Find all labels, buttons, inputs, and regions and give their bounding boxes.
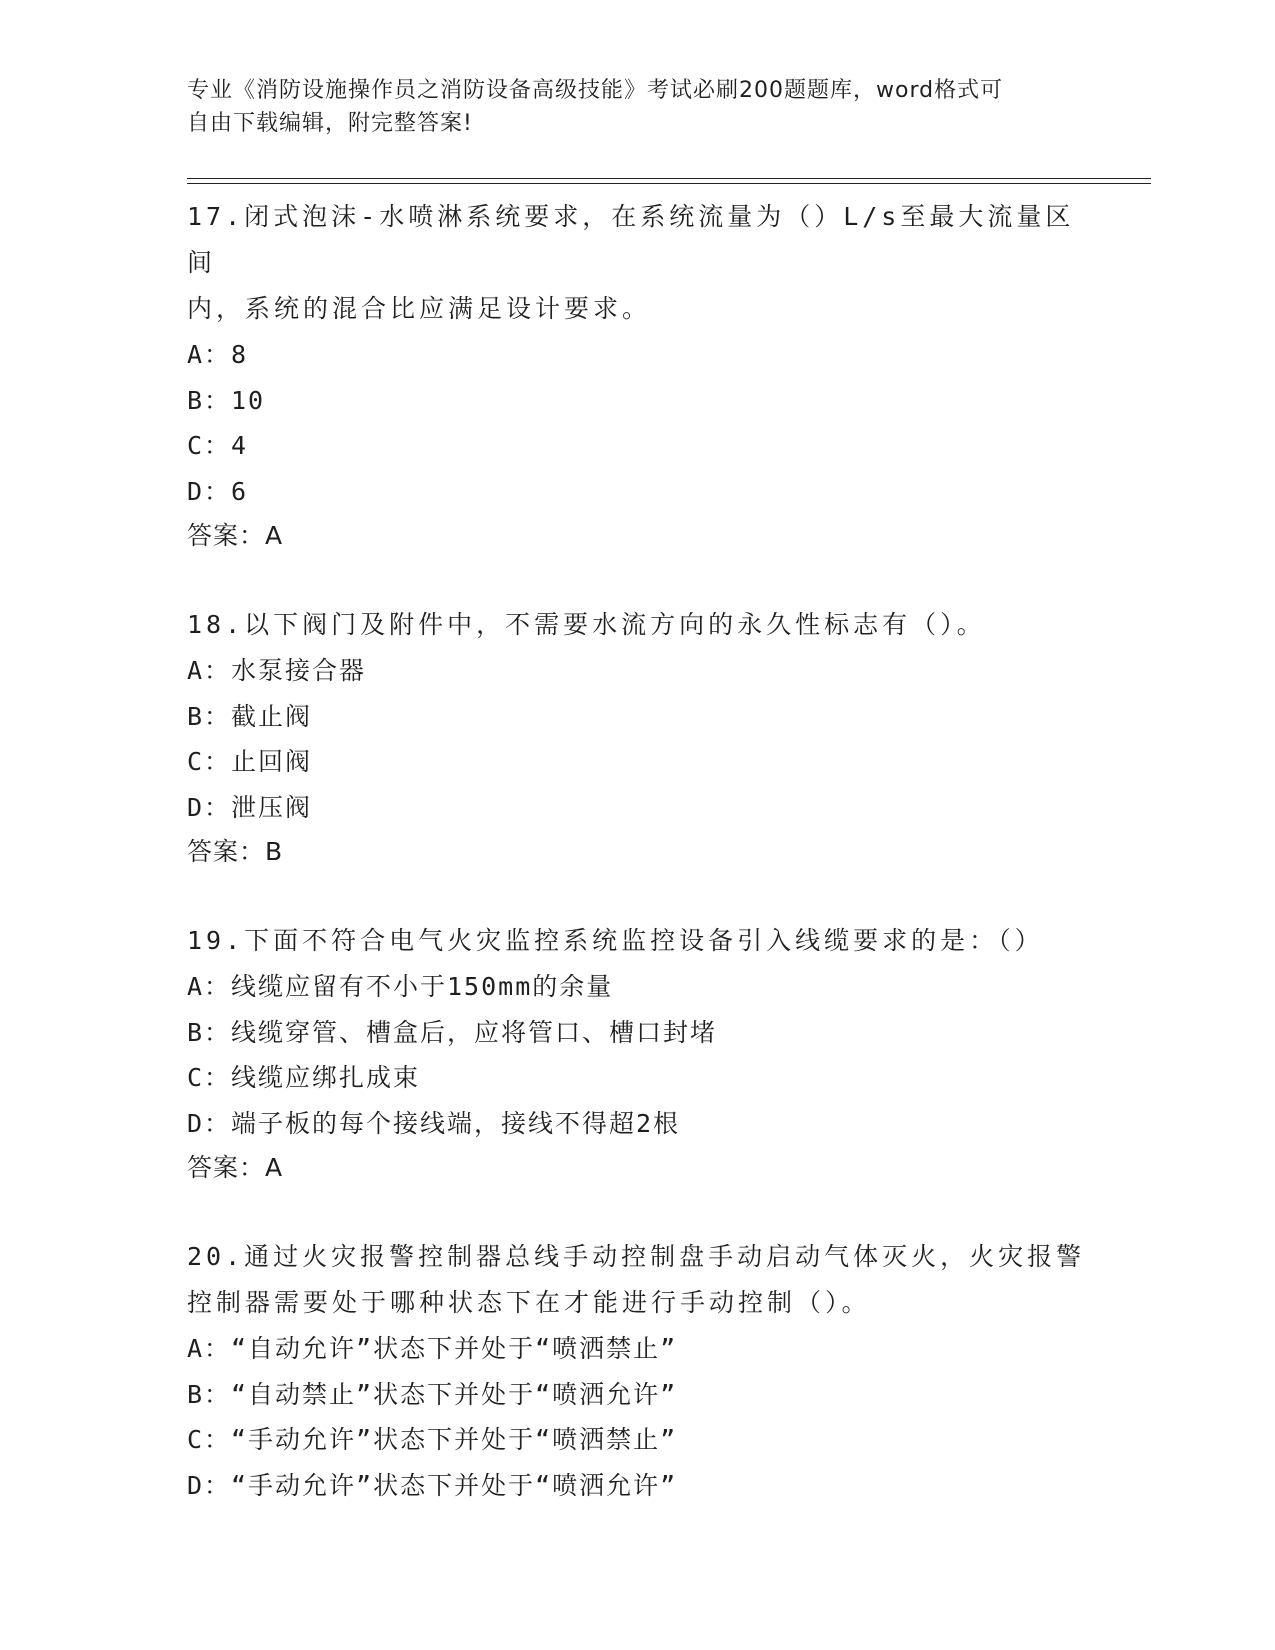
option-c bbox=[187, 1417, 1087, 1463]
option-c bbox=[187, 739, 1087, 785]
option-key: A： bbox=[187, 656, 232, 685]
option-d bbox=[187, 785, 1087, 831]
option-key: A： bbox=[187, 340, 232, 369]
option-d bbox=[187, 1463, 1087, 1509]
option-key: C： bbox=[187, 1425, 232, 1454]
option-key: C： bbox=[187, 1063, 232, 1092]
question-19 bbox=[187, 918, 1087, 1189]
option-text: 水泵接合器 bbox=[231, 656, 367, 685]
option-text: 截止阀 bbox=[231, 701, 313, 731]
option-key: B： bbox=[187, 701, 232, 731]
document-header bbox=[187, 74, 1067, 140]
question-18 bbox=[187, 602, 1087, 873]
question-stem bbox=[187, 602, 1087, 648]
option-b bbox=[187, 1010, 1087, 1056]
option-text: 线缆应留有不小于150mm的余量 bbox=[231, 972, 614, 1001]
header-divider-top bbox=[187, 178, 1151, 179]
option-key: A： bbox=[187, 1334, 232, 1363]
header-line-2: 自由下载编辑，附完整答案! bbox=[187, 111, 473, 136]
option-key: D： bbox=[187, 1470, 232, 1500]
option-a bbox=[187, 332, 1087, 378]
option-key: B： bbox=[187, 1379, 232, 1409]
answer-line: 答案：B bbox=[187, 837, 284, 866]
option-d bbox=[187, 469, 1087, 515]
option-a bbox=[187, 964, 1087, 1010]
stem-line: 19.下面不符合电气火灾监控系统监控设备引入线缆要求的是：（） bbox=[187, 926, 1044, 955]
option-b bbox=[187, 694, 1087, 740]
stem-line: 20.通过火灾报警控制器总线手动控制盘手动启动气体灭火，火灾报警 bbox=[187, 1242, 1086, 1271]
option-c bbox=[187, 1055, 1087, 1101]
option-key: D： bbox=[187, 792, 232, 822]
option-key: A： bbox=[187, 972, 232, 1001]
option-text: “自动禁止”状态下并处于“喷洒允许” bbox=[231, 1379, 678, 1409]
option-text: “自动允许”状态下并处于“喷洒禁止” bbox=[231, 1334, 678, 1363]
option-text: 线缆穿管、槽盒后，应将管口、槽口封堵 bbox=[231, 1017, 718, 1047]
option-text: “手动允许”状态下并处于“喷洒允许” bbox=[231, 1470, 678, 1500]
option-key: D： bbox=[187, 476, 232, 506]
answer-line: 答案：A bbox=[187, 1153, 284, 1182]
option-text: 6 bbox=[231, 476, 249, 506]
option-text: 10 bbox=[231, 385, 266, 415]
stem-line: 控制器需要处于哪种状态下在才能进行手动控制（）。 bbox=[187, 1288, 871, 1317]
option-text: “手动允许”状态下并处于“喷洒禁止” bbox=[231, 1425, 678, 1454]
option-b bbox=[187, 1372, 1087, 1418]
option-key: B： bbox=[187, 385, 232, 415]
option-text: 泄压阀 bbox=[231, 792, 313, 822]
option-a bbox=[187, 1326, 1087, 1372]
question-17 bbox=[187, 194, 1087, 557]
option-key: C： bbox=[187, 431, 232, 460]
option-b bbox=[187, 378, 1087, 424]
option-text: 线缆应绑扎成束 bbox=[231, 1063, 421, 1092]
answer-line: 答案：A bbox=[187, 521, 284, 550]
option-c bbox=[187, 423, 1087, 469]
question-20 bbox=[187, 1234, 1087, 1508]
option-text: 8 bbox=[231, 340, 249, 369]
question-list bbox=[187, 194, 1087, 1553]
option-text: 止回阀 bbox=[231, 747, 313, 776]
option-text: 4 bbox=[231, 431, 249, 460]
stem-line: 17.闭式泡沫-水喷淋系统要求，在系统流量为（）L/s至最大流量区间 bbox=[187, 202, 1075, 277]
option-a bbox=[187, 648, 1087, 694]
question-stem bbox=[187, 918, 1087, 964]
header-line-1: 专业《消防设施操作员之消防设备高级技能》考试必刷200题题库，word格式可 bbox=[187, 78, 1004, 103]
stem-line: 内，系统的混合比应满足设计要求。 bbox=[187, 294, 652, 323]
question-stem bbox=[187, 194, 1087, 332]
option-d bbox=[187, 1101, 1087, 1147]
option-text: 端子板的每个接线端，接线不得超2根 bbox=[231, 1108, 681, 1138]
header-divider-bottom bbox=[187, 183, 1151, 184]
stem-line: 18.以下阀门及附件中，不需要水流方向的永久性标志有（）。 bbox=[187, 610, 986, 639]
question-stem bbox=[187, 1234, 1087, 1326]
option-key: B： bbox=[187, 1017, 232, 1047]
option-key: D： bbox=[187, 1108, 232, 1138]
option-key: C： bbox=[187, 747, 232, 776]
